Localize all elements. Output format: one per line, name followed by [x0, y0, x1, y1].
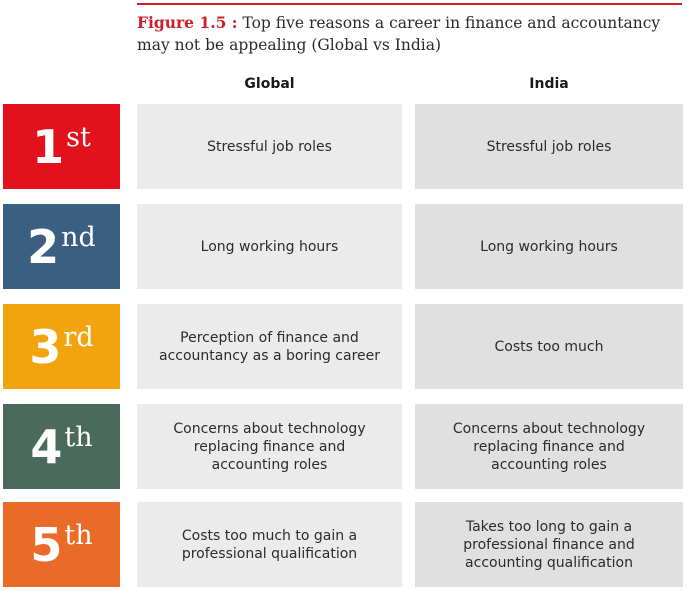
global-reason-1: Stressful job roles: [137, 104, 402, 189]
rank-number: 1: [32, 119, 65, 174]
rank-suffix: nd: [61, 222, 96, 253]
global-reason-3: Perception of finance and accountancy as a boring career: [137, 304, 402, 389]
rank-number: 2: [27, 219, 60, 274]
india-reason-2: Long working hours: [415, 204, 683, 289]
column-header-global: Global: [244, 76, 295, 92]
figure-caption: [137, 12, 685, 56]
global-reason-5: Costs too much to gain a professional qualification: [137, 502, 402, 587]
rank-badge-4: [3, 404, 120, 489]
global-reason-4: Concerns about technology replacing finance and accounting roles: [137, 404, 402, 489]
rank-suffix: th: [64, 520, 93, 551]
rank-badge-2: [3, 204, 120, 289]
rank-badge-5: [3, 502, 120, 587]
caption-rule: [137, 3, 682, 5]
rank-number: 4: [30, 419, 63, 474]
figure-label: Figure 1.5 :: [137, 13, 238, 32]
rank-suffix: st: [66, 122, 91, 153]
rank-badge-1: [3, 104, 120, 189]
global-reason-2: Long working hours: [137, 204, 402, 289]
rank-suffix: rd: [63, 322, 94, 353]
india-reason-1: Stressful job roles: [415, 104, 683, 189]
india-reason-3: Costs too much: [415, 304, 683, 389]
column-header-india: India: [529, 76, 569, 92]
rank-suffix: th: [64, 422, 93, 453]
rank-number: 3: [29, 319, 62, 374]
figure-title: Top five reasons a career in finance and accountancy may not be appealing (Global vs India): [137, 14, 661, 54]
india-reason-5: Takes too long to gain a professional finance and accounting qualification: [415, 502, 683, 587]
rank-badge-3: [3, 304, 120, 389]
india-reason-4: Concerns about technology replacing finance and accounting roles: [415, 404, 683, 489]
rank-number: 5: [30, 517, 63, 572]
